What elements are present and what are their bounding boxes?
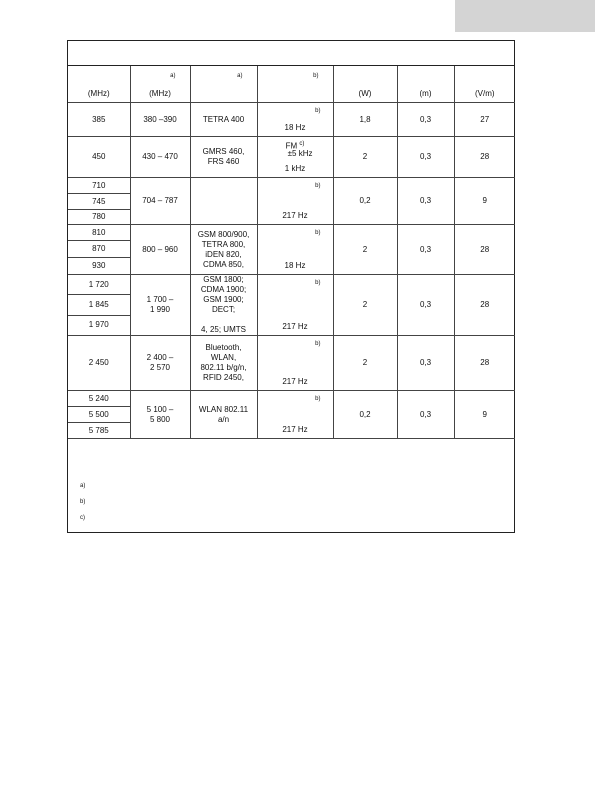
modulation-frequency: 217 Hz	[282, 322, 308, 331]
cell-service: Bluetooth, WLAN, 802.11 b/g/n, RFID 2450,	[190, 336, 257, 391]
cell-modulation	[257, 137, 333, 178]
cell-modulation	[257, 391, 333, 439]
footnote-ref: b)	[315, 230, 321, 236]
cell-test-frequency: 870	[68, 241, 130, 258]
page-tab-marker	[455, 0, 595, 32]
cell-distance: 0,3	[397, 225, 454, 275]
cell-test-frequency: 810	[68, 225, 130, 241]
cell-test-frequency: 780	[68, 210, 130, 225]
footnote-b-marker: b)	[80, 499, 86, 505]
table-notes	[68, 449, 514, 533]
footnote-ref: b)	[315, 280, 321, 286]
table-row	[68, 336, 515, 391]
cell-band: 5 100 – 5 800	[130, 391, 190, 439]
cell-test-frequency: 1 720	[68, 275, 130, 295]
cell-service: GSM 1800; CDMA 1900; GSM 1900; DECT; 4, 25; UMTS	[190, 275, 257, 336]
table-row	[68, 225, 515, 241]
header-unit: (m)	[419, 89, 432, 98]
cell-band: 704 – 787	[130, 178, 190, 225]
header-unit: (W)	[358, 89, 372, 98]
cell-test-level: 28	[454, 225, 515, 275]
header-distance	[397, 66, 454, 103]
table-row	[68, 103, 515, 137]
cell-band: 380 –390	[130, 103, 190, 137]
table-row	[68, 275, 515, 295]
cell-service: GMRS 460, FRS 460	[190, 137, 257, 178]
footnote-ref: b)	[315, 183, 321, 189]
cell-test-level: 9	[454, 178, 515, 225]
cell-service: WLAN 802.11 a/n	[190, 391, 257, 439]
cell-test-frequency: 745	[68, 194, 130, 210]
modulation-frequency: 1 kHz	[284, 164, 306, 173]
footnote-ref: b)	[315, 108, 321, 114]
cell-modulation	[257, 275, 333, 336]
cell-test-frequency: 930	[68, 258, 130, 275]
cell-modulation	[257, 178, 333, 225]
cell-distance: 0,3	[397, 275, 454, 336]
cell-max-power: 2	[333, 275, 397, 336]
table-title-bar	[68, 41, 514, 66]
cell-service: TETRA 400	[190, 103, 257, 137]
cell-modulation	[257, 336, 333, 391]
modulation-deviation: ±5 kHz	[287, 149, 313, 158]
cell-test-frequency: 5 785	[68, 423, 130, 439]
table-row	[68, 178, 515, 194]
cell-test-level: 28	[454, 275, 515, 336]
header-test-frequency	[68, 66, 130, 103]
table-row	[68, 137, 515, 178]
cell-service	[190, 178, 257, 225]
modulation-frequency: 217 Hz	[282, 377, 308, 386]
header-unit: (MHz)	[87, 89, 110, 98]
cell-distance: 0,3	[397, 391, 454, 439]
cell-max-power: 0,2	[333, 178, 397, 225]
cell-test-frequency: 5 240	[68, 391, 130, 407]
header-band	[130, 66, 190, 103]
header-unit: (MHz)	[149, 89, 171, 98]
footnote-a-marker: a)	[80, 483, 86, 489]
footnote-ref: b)	[315, 396, 321, 402]
cell-test-frequency: 1 970	[68, 315, 130, 335]
cell-band: 2 400 – 2 570	[130, 336, 190, 391]
cell-modulation	[257, 103, 333, 137]
immunity-table-frame	[67, 40, 515, 533]
cell-test-frequency: 2 450	[68, 336, 130, 391]
cell-distance: 0,3	[397, 137, 454, 178]
cell-service: GSM 800/900, TETRA 800, iDEN 820, CDMA 850,	[190, 225, 257, 275]
cell-test-frequency: 450	[68, 137, 130, 178]
header-max-power	[333, 66, 397, 103]
modulation-frequency: 217 Hz	[282, 211, 308, 220]
cell-band: 1 700 – 1 990	[130, 275, 190, 336]
cell-max-power: 0,2	[333, 391, 397, 439]
modulation-type: FM	[285, 141, 298, 151]
cell-band: 800 – 960	[130, 225, 190, 275]
cell-distance: 0,3	[397, 103, 454, 137]
cell-max-power: 2	[333, 225, 397, 275]
header-unit: (V/m)	[474, 89, 495, 98]
footnote-ref: a)	[237, 73, 243, 79]
header-service	[190, 66, 257, 103]
cell-distance: 0,3	[397, 336, 454, 391]
immunity-table	[68, 66, 515, 439]
cell-max-power: 2	[333, 336, 397, 391]
cell-test-frequency: 1 845	[68, 295, 130, 315]
footnote-ref: b)	[313, 73, 319, 79]
cell-test-level: 28	[454, 336, 515, 391]
cell-test-frequency: 385	[68, 103, 130, 137]
table-row	[68, 391, 515, 407]
cell-test-frequency: 5 500	[68, 407, 130, 423]
modulation-frequency: 18 Hz	[284, 123, 306, 132]
cell-modulation	[257, 225, 333, 275]
footnote-c-marker: c)	[80, 515, 85, 521]
cell-band: 430 – 470	[130, 137, 190, 178]
cell-max-power: 1,8	[333, 103, 397, 137]
cell-test-level: 9	[454, 391, 515, 439]
modulation-frequency: 217 Hz	[282, 425, 308, 434]
cell-test-level: 27	[454, 103, 515, 137]
cell-test-frequency: 710	[68, 178, 130, 194]
header-test-level	[454, 66, 515, 103]
header-modulation	[257, 66, 333, 103]
cell-test-level: 28	[454, 137, 515, 178]
footnote-ref: a)	[170, 73, 176, 79]
footnote-ref: b)	[315, 341, 321, 347]
modulation-frequency: 18 Hz	[284, 261, 306, 270]
cell-distance: 0,3	[397, 178, 454, 225]
cell-max-power: 2	[333, 137, 397, 178]
footnote-ref: c)	[299, 141, 305, 147]
